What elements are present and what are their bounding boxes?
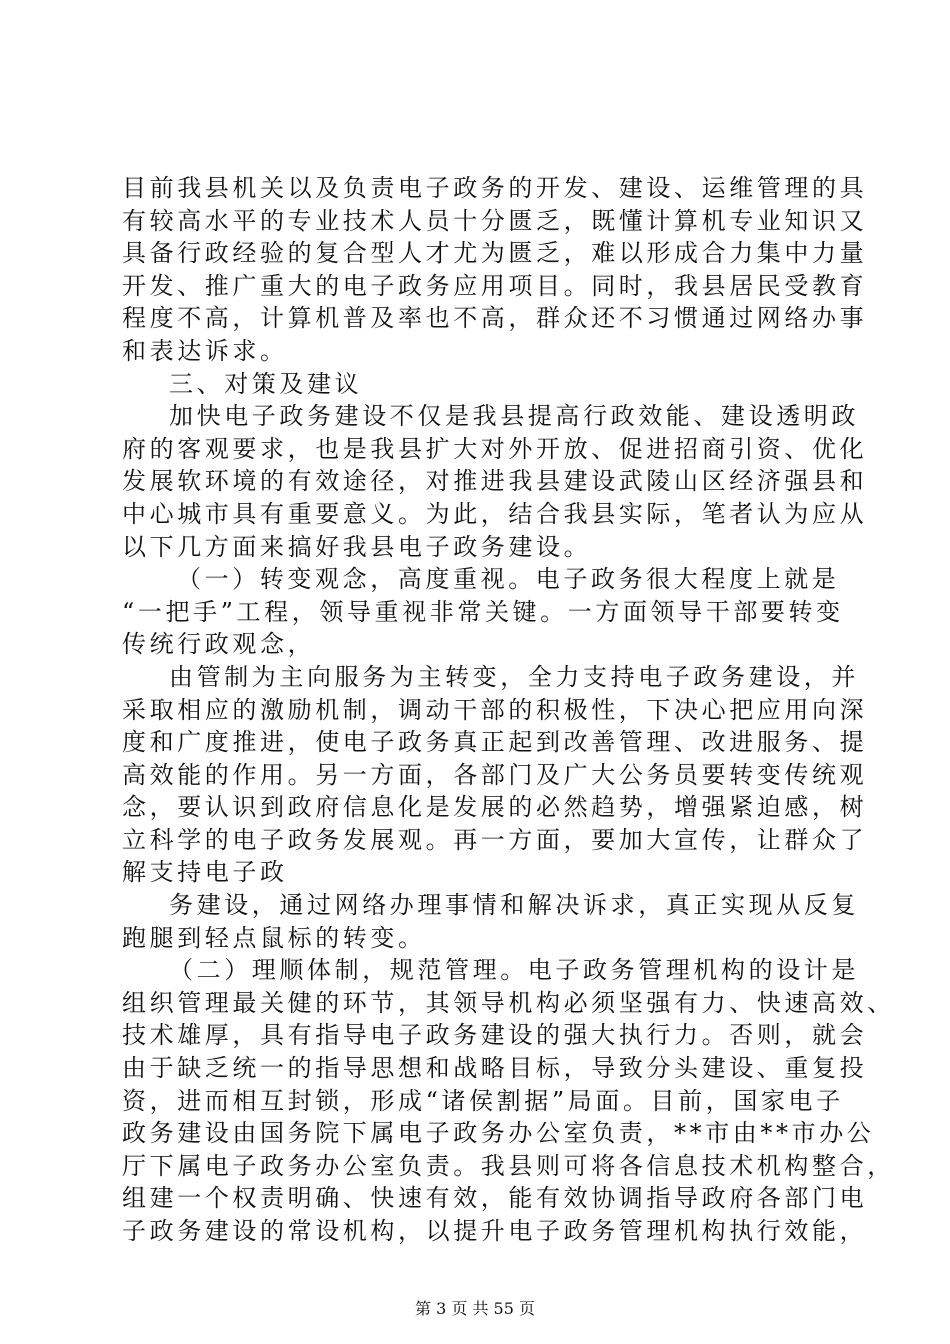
text-line: 由管制为主向服务为主转变，全力支持电子政务建设，并 [169,662,859,691]
text-line: 由于缺乏统一的指导思想和战略目标，导致分头建设、重复投 [122,1054,868,1083]
text-line: 中心城市具有重要意义。为此，结合我县实际，笔者认为应从 [122,499,868,528]
text-line: 务建设，通过网络办理事情和解决诉求，真正实现从反复 [169,891,859,920]
text-line: 和表达诉求。 [122,336,288,365]
text-line: 解支持电子政 [122,858,288,887]
text-line: 子政务建设的常设机构，以提升电子政务管理机构执行效能， [122,1217,868,1245]
page-number-footer: 第 3 页 共 55 页 [415,1299,535,1318]
text-line: 以下几方面来搞好我县电子政务建设。 [122,532,592,561]
text-line: 采取相应的激励机制，调动干部的积极性，下决心把应用向深 [122,695,868,724]
text-line: 高效能的作用。另一方面，各部门及广大公务员要转变传统观 [122,760,868,789]
text-line: 厅下属电子政务办公室负责。我县则可将各信息技术机构整合， [122,1151,895,1180]
text-line: 组织管理最关健的环节，其领导机构必须坚强有力、快速高效、 [122,988,895,1017]
text-line: “一把手”工程，领导重视非常关键。一方面领导干部要转变 [122,597,844,626]
text-line: 目前我县机关以及负责电子政务的开发、建设、运维管理的具 [122,174,868,202]
text-line: 资，进而相互封锁，形成“诸侯割据”局面。目前，国家电子 [122,1086,844,1115]
subsection-heading: （二）理顺体制，规范管理。电子政务管理机构的设计是 [169,956,859,985]
text-line: 加快电子政务建设不仅是我县提高行政效能、建设透明政 [169,402,859,431]
text-line: 传统行政观念， [122,630,316,659]
text-line: 具备行政经验的复合型人才尤为匮乏，难以形成合力集中力量 [122,239,868,268]
text-line: 组建一个权责明确、快速有效，能有效协调指导政府各部门电 [122,1184,868,1213]
section-heading: 三、对策及建议 [169,369,363,398]
text-line: 念，要认识到政府信息化是发展的必然趋势，增强紧迫感，树 [122,793,868,822]
text-line: 跑腿到轻点鼠标的转变。 [122,923,426,952]
text-line: 府的客观要求，也是我县扩大对外开放、促进招商引资、优化 [122,434,868,463]
text-line: 程度不高，计算机普及率也不高，群众还不习惯通过网络办事 [122,304,868,333]
text-line: 发展软环境的有效途径，对推进我县建设武陵山区经济强县和 [122,467,868,496]
text-line: 技术雄厚，具有指导电子政务建设的强大执行力。否则，就会 [122,1021,868,1050]
text-line: 立科学的电子政务发展观。再一方面，要加大宣传，让群众了 [122,825,868,854]
text-line: 度和广度推进，使电子政务真正起到改善管理、改进服务、提 [122,728,868,757]
text-line: 有较高水平的专业技术人员十分匮乏，既懂计算机专业知识又 [122,206,868,235]
text-line: 政务建设由国务院下属电子政务办公室负责，**市由**市办公 [122,1119,875,1148]
text-line: 开发、推广重大的电子政务应用项目。同时，我县居民受教育 [122,271,868,300]
subsection-heading: （一）转变观念，高度重视。电子政务很大程度上就是 [177,565,840,594]
body-text [122,172,895,1248]
